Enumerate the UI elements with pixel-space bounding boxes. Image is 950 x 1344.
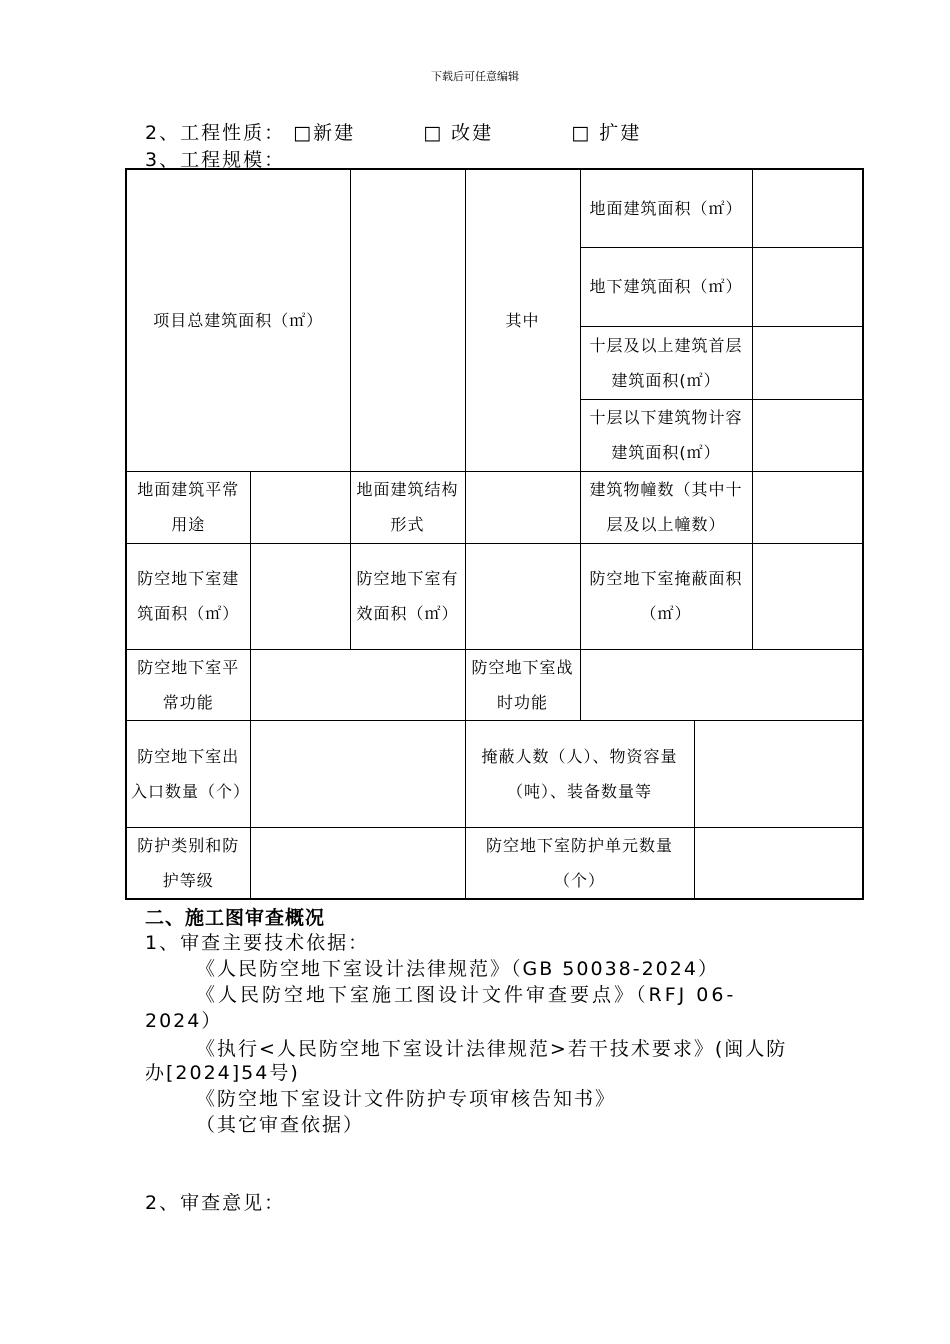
shelter-hiding-area-value[interactable] — [752, 543, 863, 649]
ten-plus-floor-area-label: 十层及以上建筑首层建筑面积(㎡） — [580, 326, 752, 399]
basis-item-3-cont: 办[2024]54号) — [145, 1062, 300, 1084]
ground-use-label: 地面建筑平常用途 — [126, 471, 250, 543]
basis-item-2: 《人民防空地下室施工图设计文件审查要点》（RFJ 06- — [196, 984, 737, 1006]
wartime-function-label: 防空地下室战时功能 — [465, 649, 580, 720]
ground-area-label: 地面建筑面积（㎡） — [580, 169, 752, 247]
option-new-build[interactable]: □新建 — [293, 122, 356, 144]
ten-minus-floor-area-label: 十层以下建筑物计容建筑面积(㎡） — [580, 399, 752, 471]
ground-structure-value[interactable] — [465, 471, 580, 543]
project-scale-table — [125, 168, 864, 900]
project-scale-label: 3、工程规模： — [145, 149, 286, 171]
protection-class-label: 防护类别和防护等级 — [126, 827, 250, 899]
wartime-function-value[interactable] — [580, 649, 863, 720]
basis-item-1: 《人民防空地下室设计法律规范》（GB 50038-2024） — [196, 958, 719, 980]
section-2-title: 二、施工图审查概况 — [145, 907, 326, 929]
capacity-label: 掩蔽人数（人）、物资容量（吨）、装备数量等 — [465, 720, 694, 827]
page-header: 下载后可任意编辑 — [431, 70, 519, 83]
peacetime-function-value[interactable] — [250, 649, 465, 720]
peacetime-function-label: 防空地下室平常功能 — [126, 649, 250, 720]
shelter-effective-area-label: 防空地下室有效面积（㎡） — [350, 543, 465, 649]
shelter-effective-area-value[interactable] — [465, 543, 580, 649]
protection-class-value[interactable] — [250, 827, 465, 899]
ten-plus-floor-area-value[interactable] — [752, 326, 863, 399]
ten-minus-floor-area-value[interactable] — [752, 399, 863, 471]
ground-structure-label: 地面建筑结构形式 — [350, 471, 465, 543]
ground-use-value[interactable] — [250, 471, 350, 543]
review-opinion-label: 2、审查意见： — [145, 1192, 286, 1214]
review-basis-label: 1、审查主要技术依据： — [145, 932, 370, 954]
building-count-value[interactable] — [752, 471, 863, 543]
entrance-count-label: 防空地下室出入口数量（个） — [126, 720, 250, 827]
protection-unit-count-value[interactable] — [694, 827, 863, 899]
project-nature-label: 2、工程性质： — [145, 122, 286, 144]
basis-item-3: 《执行<人民防空地下室设计法律规范>若干技术要求》(闽人防 — [196, 1038, 788, 1060]
capacity-value[interactable] — [694, 720, 863, 827]
shelter-floor-area-label: 防空地下室建筑面积（㎡） — [126, 543, 250, 649]
basis-item-5: （其它审查依据） — [196, 1114, 365, 1136]
total-area-value[interactable] — [350, 169, 465, 471]
project-nature-row — [145, 118, 641, 145]
building-count-label: 建筑物幢数（其中十层及以上幢数） — [580, 471, 752, 543]
underground-area-value[interactable] — [752, 247, 863, 326]
option-expand[interactable]: □ 扩建 — [571, 122, 642, 144]
ground-area-value[interactable] — [752, 169, 863, 247]
option-rebuild[interactable]: □ 改建 — [423, 122, 494, 144]
basis-item-4: 《防空地下室设计文件防护专项审核告知书》 — [196, 1088, 617, 1110]
underground-area-label: 地下建筑面积（㎡） — [580, 247, 752, 326]
shelter-hiding-area-label: 防空地下室掩蔽面积（㎡） — [580, 543, 752, 649]
shelter-floor-area-value[interactable] — [250, 543, 350, 649]
protection-unit-count-label: 防空地下室防护单元数量（个） — [465, 827, 694, 899]
entrance-count-value[interactable] — [250, 720, 465, 827]
total-area-label: 项目总建筑面积（㎡） — [126, 169, 350, 471]
basis-item-2-cont: 2024） — [145, 1010, 223, 1032]
of-which-label: 其中 — [465, 169, 580, 471]
